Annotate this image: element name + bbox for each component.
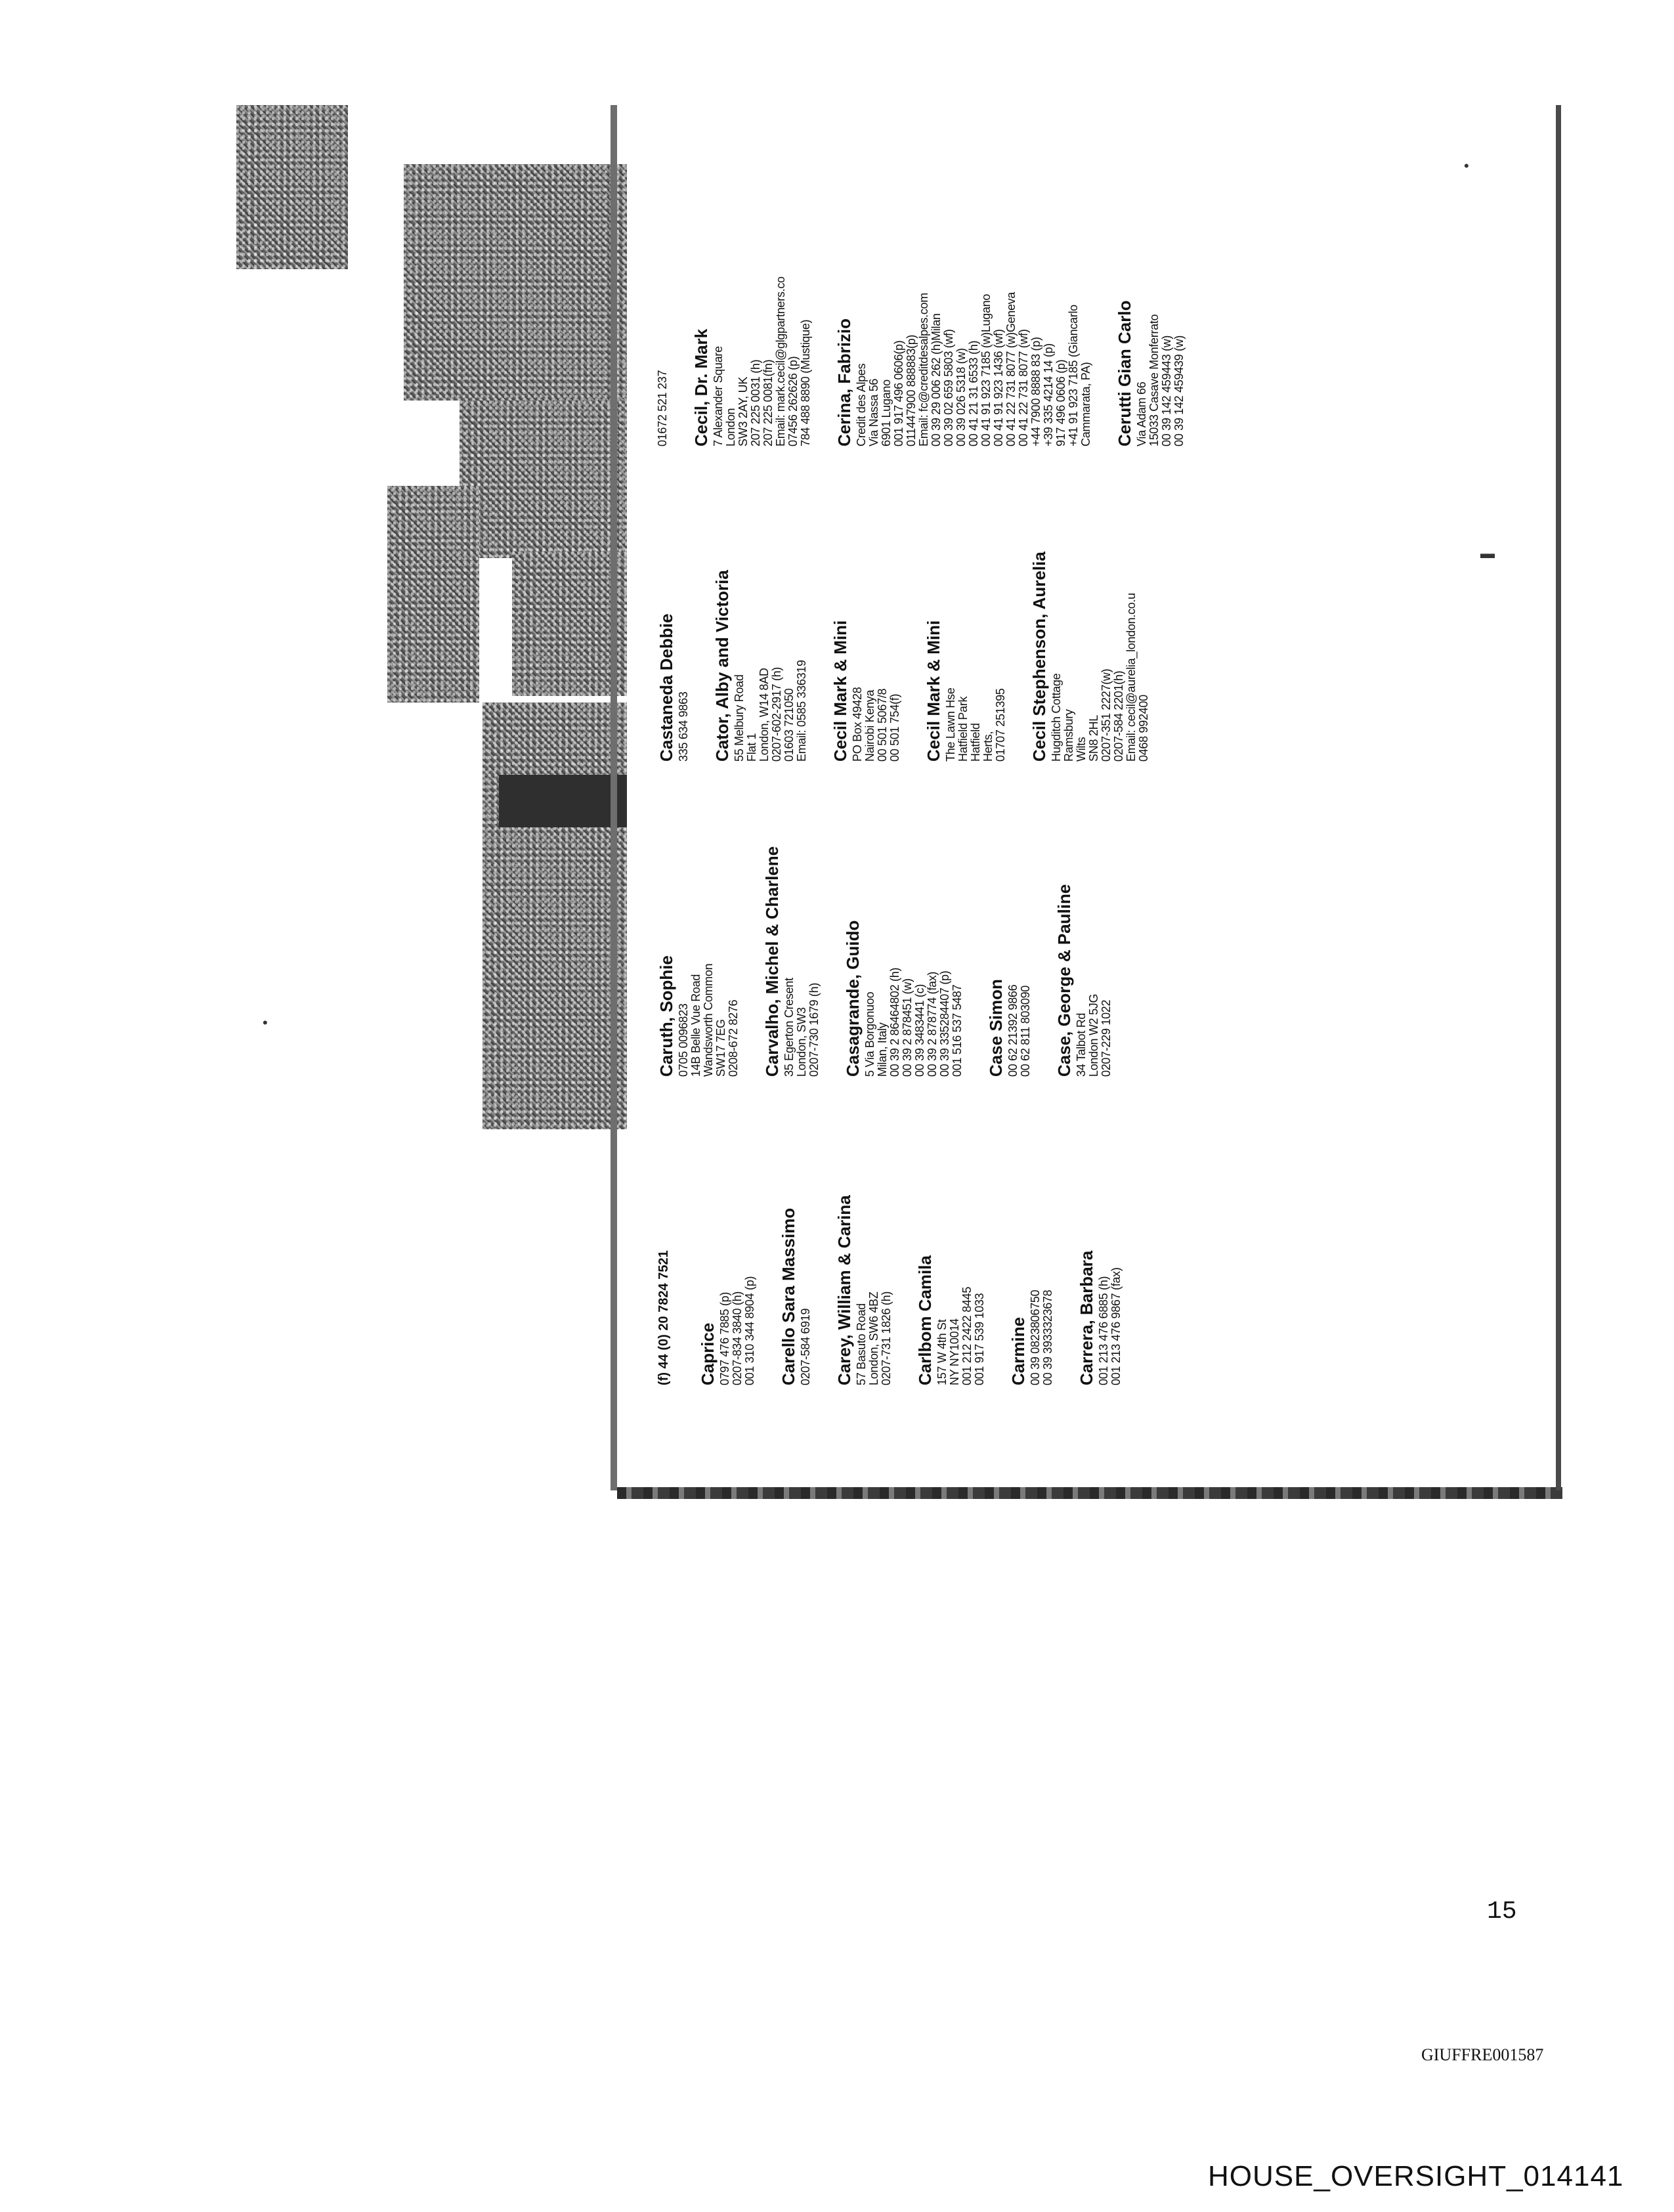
entry-line: 0207-584 2201(h) [1112,670,1125,762]
address-entry [712,479,808,762]
entry-line: SN8 2HL [1087,715,1100,762]
entry-name: Caprice [698,1322,718,1385]
entry-line: Via Adam 66 [1135,381,1148,446]
entry-name: Cecil Mark & Mini [924,620,943,762]
entry-name: Cecil Mark & Mini [830,620,850,762]
address-entry [924,479,1007,762]
entry-line: 7 Alexander Square [712,346,725,446]
entry-line: 34 Talbot Rd [1075,1012,1088,1077]
entry-line: 00 39 3933323678 [1041,1290,1054,1385]
entry-line: 01672 521 237 [656,370,669,446]
address-entry [843,794,964,1077]
entry-name: Casagrande, Guido [843,920,863,1077]
entry-line: 00 62 811 803090 [1019,985,1032,1077]
entry-line: Email: mark.cecil@glgpartners.co [774,276,787,446]
address-entry [762,794,821,1077]
address-entry [691,164,812,446]
scan-mark: • [263,1014,268,1031]
entry-line: London, W14 8AD [758,668,771,762]
address-column [656,479,1172,762]
scan-artifact [387,486,479,703]
scan-artifact [483,703,627,1129]
entry-name: Carmine [1008,1316,1028,1385]
entry-line: 157 W 4th St [935,1319,949,1385]
entry-line: SW3 2AY, UK [737,376,750,446]
entry-line: SW17 7EG [714,1019,727,1077]
entry-line: London, SW6 4BZ [867,1291,880,1385]
entry-line: 35 Egerton Cresent [783,978,796,1077]
entry-line: 01603 721050 [783,688,796,762]
entry-line: 00 39 2 878774 (fax) [926,971,939,1077]
entry-line: 001 213 476 6885 (h) [1097,1276,1110,1385]
address-entry [986,794,1032,1077]
page-number: 15 [1487,1898,1517,1926]
entry-line: London [724,408,737,446]
entry-line: 00 39 026 5318 (w) [955,348,968,446]
entry-line: Via Nassa 56 [867,378,880,446]
address-column [656,1103,1145,1385]
entry-name: Cecil Stephenson, Aurelia [1029,552,1049,762]
entry-line: 00 41 91 923 1436 (wf) [992,329,1005,446]
address-entry [1115,164,1186,446]
address-entry [1008,1103,1054,1385]
address-entry [1077,1103,1123,1385]
entry-line: 00 62 21392 9866 [1006,984,1019,1077]
entry-name: Case Simon [986,979,1006,1077]
address-entry [1054,794,1113,1077]
entry-line: 01707 251395 [994,688,1007,762]
entry-line: 00 501 5067/8 [876,688,889,762]
scan-artifact [404,164,627,401]
entry-name: Carlbom Camila [915,1255,935,1385]
entry-line: 15033 Casave Monferrato [1148,314,1161,446]
address-entry [656,794,740,1077]
entry-line: Cammarata, PA) [1079,362,1092,446]
address-column [656,794,1135,1077]
entry-line: 00 41 22 731 8077 (wf) [1017,329,1030,446]
entry-line: 001 212 2422 8445 [960,1286,974,1385]
entry-line: 001 516 537 5487 [951,984,964,1077]
entry-line: 0468 992400 [1137,695,1150,762]
entry-line: Ramsbury [1062,709,1075,762]
entry-line: 00 39 0823806750 [1029,1290,1042,1385]
entry-name: Carvalho, Michel & Charlene [762,846,782,1077]
entry-name: Cerina, Fabrizio [834,318,854,446]
entry-line: 011447900 888883(p) [905,334,918,446]
address-entry [1029,479,1150,762]
entry-line: 00 39 142 459443 (w) [1160,335,1173,446]
scan-artifact [460,401,627,558]
entry-name: Castaneda Debbie [656,613,676,762]
entry-line: 00 41 21 31 6533 (h) [967,340,980,446]
entry-line: Email: 0585 336319 [795,660,808,762]
entry-line: 0207-834 3840 (h) [731,1291,744,1385]
address-entry [834,164,1092,446]
address-book-page [656,138,1569,1385]
address-entry [830,479,901,762]
entry-line: 00 39 02 659 5803 (wf) [942,329,955,446]
entry-line: Wilts [1075,737,1088,762]
entry-line: The Lawn Hse [944,687,957,762]
entry-line: London, SW3 [795,1007,808,1077]
entry-line: Hatfield [969,723,982,762]
oversight-number: HOUSE_OVERSIGHT_014141 [1208,2160,1624,2192]
entry-line: 001 917 539 1033 [973,1293,986,1385]
scan-artifact [236,105,348,269]
scan-mark: • [1464,158,1469,174]
entry-line: Herts, [981,731,995,762]
entry-line: Credit des Alpes [855,363,868,446]
entry-line: 5 Via Borgonuoo [863,991,876,1077]
entry-name: Cerutti Gian Carlo [1115,300,1134,446]
entry-line: 07456 262626 (p) [786,356,800,446]
entry-line: 0207-351 2227(w) [1100,668,1113,762]
entry-line: 784 488 8890 (Mustique) [799,319,812,446]
entry-line: 001 213 476 9867 (fax) [1109,1267,1123,1385]
entry-name: Caruth, Sophie [656,955,676,1077]
address-entry [779,1103,812,1385]
entry-line: 00 39 142 459439 (w) [1172,335,1186,446]
entry-line: 0207-584 6919 [799,1308,812,1385]
entry-name: Cecil, Dr. Mark [691,328,711,446]
address-entry [656,479,690,762]
entry-line: 335 634 9863 [677,691,690,762]
address-entry [915,1103,986,1385]
page-edge [617,1487,1562,1499]
entry-line: PO Box 49428 [851,687,864,762]
entry-line: 0208-672 8276 [727,999,740,1077]
entry-line: 57 Basuto Road [855,1303,868,1385]
address-entry [698,1103,756,1385]
entry-line: 207 225 0081(fn) [762,359,775,446]
entry-line: 0207-602-2917 (h) [770,666,783,762]
entry-line: +41 91 923 7185 (Giancarlo [1067,305,1080,446]
entry-name: Case, George & Pauline [1054,884,1074,1077]
entry-line: 00 501 754(f) [888,693,901,762]
entry-name: Cator, Alby and Victoria [712,570,732,762]
entry-line: 0207-731 1826 (h) [880,1291,893,1385]
entry-line: 00 39 2 86464802 (h) [888,967,901,1077]
entry-line: 55 Melbury Road [733,674,746,762]
address-entry [834,1103,893,1385]
entry-line: Email: fc@creditdesalpes.com [917,293,930,446]
entry-line: 0797 476 7885 (p) [718,1291,731,1385]
entry-line: London W2 5JG [1087,993,1100,1077]
entry-name: Carello Sara Massimo [779,1207,798,1385]
address-column [656,164,1208,446]
entry-line: 001 310 344 8904 (p) [743,1276,756,1385]
entry-line: 00 41 91 923 7185 (w)Lugano [979,293,993,446]
bates-number: GIUFFRE001587 [1421,2045,1544,2064]
scan-artifact [499,775,627,827]
entry-line: Nairobi Kenya [863,689,876,762]
entry-line: +44 7900 8888 83 (p) [1029,337,1042,446]
entry-line: Flat 1 [745,733,758,762]
entry-line: 0207-730 1679 (h) [807,982,821,1077]
entry-line: Hugditch Cottage [1050,673,1063,762]
entry-line: 6901 Lugano [880,380,893,446]
scan-mark: ▬ [1480,545,1495,561]
entry-line: 0705 0096823 [677,1003,690,1077]
entry-line: 917 496 0606 (p) [1054,359,1067,446]
entry-line: 00 39 335284407 (p) [938,970,951,1077]
entry-line: 001 917 496 0606(p) [892,340,905,446]
entry-line: 00 39 2 878451 (w) [901,978,914,1077]
entry-line: Hatfield Park [956,696,970,762]
entry-line: Wandsworth Common [702,963,715,1077]
entry-line: Milan, Italy [876,1022,889,1077]
entry-line: Email: cecil@aurelia_london.co.u [1125,593,1138,762]
page-edge [611,105,617,1490]
entry-line: 207 225 0031 (h) [749,359,762,446]
entry-line: 0207-229 1022 [1100,999,1113,1077]
entry-line: 00 39 29 006 262 (h)Milan [930,313,943,446]
entry-line: +39 335 4214 14 (p) [1042,343,1055,446]
address-entry [656,164,669,446]
entry-line: NY NY10014 [948,1318,961,1385]
entry-line: 14B Belle Vue Road [689,974,702,1077]
top-phone: (f) 44 (0) 20 7824 7521 [656,1250,671,1385]
entry-name: Carrera, Barbara [1077,1250,1096,1385]
entry-line: 00 39 3483441 (c) [913,984,926,1077]
entry-line: 00 41 22 731 8077 (w)Geneva [1004,292,1018,446]
scan-artifact [512,552,627,696]
entry-name: Carey, William & Carina [834,1195,854,1385]
